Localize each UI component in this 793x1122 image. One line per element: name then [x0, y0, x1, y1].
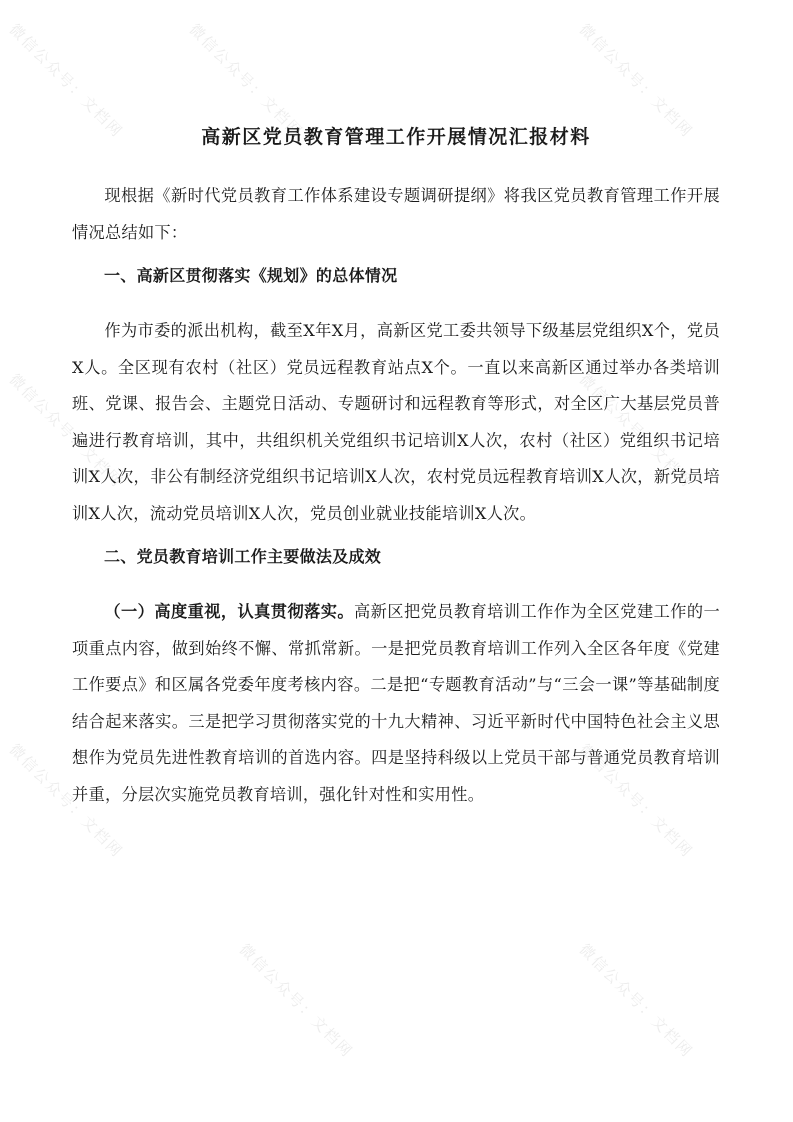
intro-paragraph: 现根据《新时代党员教育工作体系建设专题调研提纲》将我区党员教育管理工作开展情况总结如下：: [72, 186, 720, 242]
section-2-paragraph: [72, 594, 720, 813]
subsection-1-body: 高新区把党员教育培训工作作为全区党建工作的一项重点内容，做到始终不懈、常抓常新。一是把党员教育培训工作列入全区各年度《党建工作要点》和区属各党委年度考核内容。二是把“专题教育活动”与“三会一课”等基础制度结合起来落实。三是把学习贯彻落实党的十九大精神、习近平新时代中国特色社会主义思想作为党员先进性教育培训的首选内容。四是坚持科级以上党员干部与普通党员教育培训并重，分层次实施党员教育培训，强化针对性和实用性。: [72, 602, 720, 804]
section-2-heading: 二、党员教育培训工作主要做法及成效: [104, 547, 382, 566]
watermark-text: 微信公众号：文档网: [185, 20, 307, 142]
watermark-text: 微信公众号：文档网: [575, 370, 697, 492]
watermark-text: 微信公众号：文档网: [575, 20, 697, 142]
document-page: [72, 118, 720, 821]
section-1-heading: 一、高新区贯彻落实《规划》的总体情况: [104, 266, 398, 285]
subsection-1-lead: （一）高度重视，认真贯彻落实。: [104, 602, 355, 621]
watermark-text: 微信公众号：文档网: [5, 370, 127, 492]
watermark-text: 微信公众号：文档网: [5, 740, 127, 862]
section-1-paragraph: 作为市委的派出机构，截至X年X月，高新区党工委共领导下级基层党组织X个，党员X人。全区现有农村（社区）党员远程教育站点X个。一直以来高新区通过举办各类培训班、党课、报告会、主题党日活动、专题研讨和远程教育等形式，对全区广大基层党员普遍进行教育培训，其中，共组织机关党组织书记培训X人次，农村（社区）党组织书记培训X人次，非公有制经济党组织书记培训X人次，农村党员远程教育培训X人次，新党员培训X人次，流动党员培训X人次，党员创业就业技能培训X人次。: [72, 321, 720, 523]
watermark-text: 微信公众号：文档网: [235, 940, 357, 1062]
watermark-text: 微信公众号：文档网: [575, 740, 697, 862]
watermark-text: 微信公众号：文档网: [575, 940, 697, 1062]
watermark-text: 微信公众号：文档网: [5, 20, 127, 142]
document-title: 高新区党员教育管理工作开展情况汇报材料: [201, 126, 591, 148]
